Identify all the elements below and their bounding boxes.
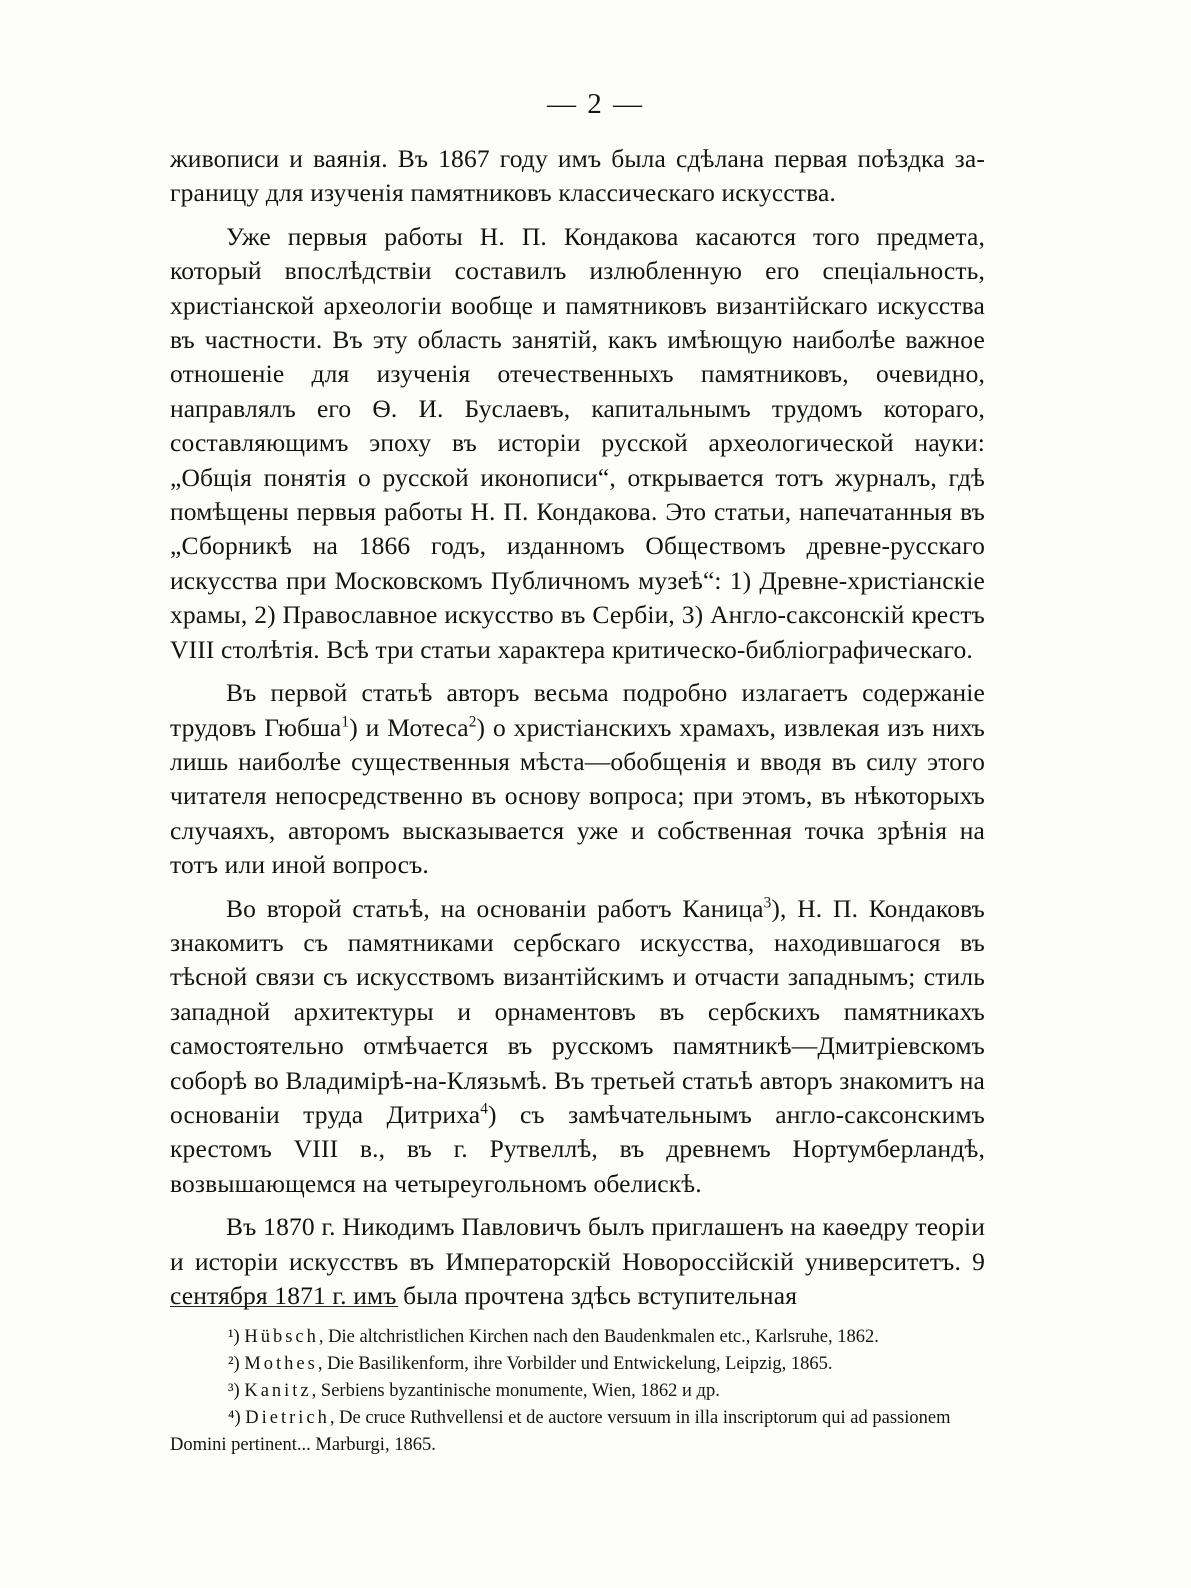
footnote-mark: ¹) bbox=[228, 1327, 240, 1347]
footnote-mark: ⁴) bbox=[228, 1408, 241, 1428]
paragraph-1: живописи и ваянія. Въ 1867 году имъ была сдѣлана первая поѣздка за-границу для изученія памятниковъ классическаго искусства. bbox=[170, 144, 985, 208]
footnote-text: , Die Basilikenform, ihre Vorbilder und Entwickelung, Leipzig, 1865. bbox=[317, 1354, 833, 1374]
paragraph-4 bbox=[170, 892, 985, 1202]
footnote-divider bbox=[170, 1306, 398, 1307]
footnote-author: Mothes bbox=[244, 1354, 318, 1374]
footnote-mark: ²) bbox=[228, 1354, 240, 1374]
footnote-1 bbox=[170, 1324, 985, 1351]
footnote-text: , De cruce Ruthvellensi et de auctore versuum in illa inscriptorum qui ad passionem Domini pertinent... Marburgi, 1865. bbox=[170, 1408, 951, 1455]
paragraph-2: Уже первыя работы Н. П. Кондакова касаются того предмета, который впослѣдствіи составилъ излюбленную его спеціальность, христіанской археологіи вообще и памятниковъ византійскаго искусства въ частности. Въ эту область занятій, какъ имѣющую наиболѣе важное отношеніе для изученія отечественныхъ памятниковъ, очевидно, направлялъ его Ѳ. И. Буслаевъ, капитальнымъ трудомъ котораго, составляющимъ эпоху въ исторіи русской археологической науки: „Общія понятія о русской иконописи“, открывается тотъ журналъ, гдѣ помѣщены первыя работы Н. П. Кондакова. Это статьи, напечатанныя въ „Сборникѣ на 1866 годъ, изданномъ Обществомъ древне-русскаго искусства при Московскомъ Публичномъ музеѣ“: 1) Древне-христіанскіе храмы, 2) Православное искусство въ Сербіи, 3) Англо-саксонскій крестъ VIII столѣтія. Всѣ три статьи характера критическо-библіографическаго. bbox=[170, 221, 985, 664]
footnote-3 bbox=[170, 1378, 985, 1405]
footnotes bbox=[170, 1324, 985, 1459]
paragraph-4-text-c: ) съ замѣчательнымъ англо-саксонскимъ крестомъ VIII в., въ г. Рутвеллѣ, въ древнемъ Нортумберландѣ, возвышающемся на четыреугольномъ обелискѣ. bbox=[170, 1099, 985, 1198]
footnote-author: Hübsch bbox=[244, 1327, 319, 1347]
footnote-mark: ³) bbox=[228, 1381, 240, 1401]
footnote-author: Dietrich bbox=[245, 1408, 330, 1428]
paragraph-3-text-c: ) о христіанскихъ храмахъ, извлекая изъ нихъ лишь наиболѣе существенныя мѣста—обобщенія и вводя въ силу этого читателя непосредственно въ основу вопроса; при этомъ, въ нѣкоторыхъ случаяхъ, авторомъ высказывается уже и собственная точка зрѣнія на тотъ или иной вопросъ. bbox=[170, 712, 985, 880]
paragraph-4-text-b: ), Н. П. Кондаковъ знакомитъ съ памятниками сербскаго искусства, находившагося въ тѣсной связи съ искусствомъ византійскимъ и отчасти западнымъ; стиль западной архитектуры и орнаментовъ въ сербскихъ памятникахъ самостоятельно отмѣчается въ русскомъ памятникѣ—Дмитріевскомъ соборѣ во Владимірѣ-на-Клязьмѣ. Въ третьей статьѣ авторъ знакомитъ на основаніи труда Дитриха bbox=[170, 893, 985, 1129]
page-number: — 2 — bbox=[547, 88, 644, 120]
paragraph-4-text-a: Во второй статьѣ, на основаніи работъ Каница bbox=[226, 893, 764, 923]
footnote-text: , Die altchristlichen Kirchen nach den Baudenkmalen etc., Karlsruhe, 1862. bbox=[318, 1327, 879, 1347]
footnote-text: , Serbiens byzantinische monumente, Wien, 1862 и др. bbox=[311, 1381, 720, 1401]
footnote-ref-1: 1 bbox=[341, 713, 350, 730]
body-text bbox=[170, 142, 985, 1313]
footnote-author: Kanitz bbox=[244, 1381, 312, 1401]
footnote-ref-4: 4 bbox=[480, 1100, 489, 1118]
paragraph-3-text-a: Въ первой статьѣ авторъ весьма подробно излагаетъ содержаніе трудовъ Гюбша bbox=[170, 678, 985, 742]
footnote-2 bbox=[170, 1351, 985, 1378]
footnote-ref-2: 2 bbox=[468, 713, 477, 730]
footnote-ref-3: 3 bbox=[763, 894, 772, 912]
footnote-4 bbox=[170, 1405, 985, 1459]
paragraph-3 bbox=[170, 676, 985, 882]
paragraph-3-text-b: ) и Мотеса bbox=[349, 712, 469, 742]
paragraph-5: Въ 1870 г. Никодимъ Павловичъ былъ приглашенъ на каѳедру теоріи и исторіи искусствъ въ Императорскій Новороссійскій университетъ. 9 сентября 1871 г. имъ была прочтена здѣсь вступительная bbox=[170, 1212, 985, 1310]
